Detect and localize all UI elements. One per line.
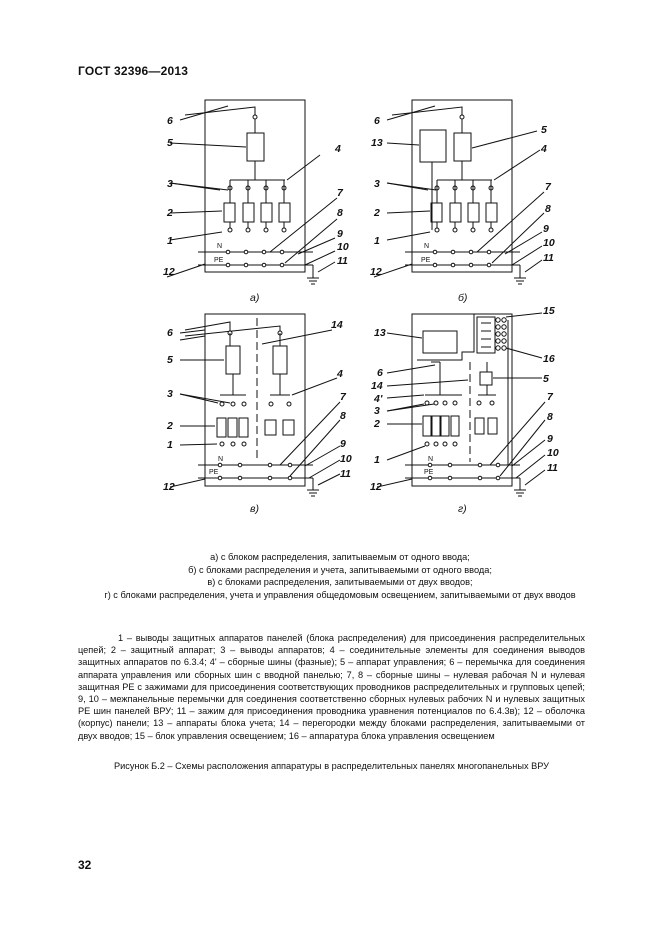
caption-line: а) с блоком распределения, запитываемым от одного ввода; xyxy=(210,552,470,562)
control-device xyxy=(454,133,471,161)
bus-label-pe: PE xyxy=(424,469,434,476)
callout-3: 3 xyxy=(167,178,173,190)
callout-10: 10 xyxy=(547,447,559,459)
callout-10: 10 xyxy=(543,237,555,249)
caption-line: в) с блоками распределения, запитываемыми от двух вводов; xyxy=(207,577,473,588)
callout-1: 1 xyxy=(374,454,380,466)
callout-6: 6 xyxy=(167,115,173,127)
sublabel-a: а) xyxy=(250,292,260,304)
callout-6: 6 xyxy=(167,327,173,339)
callout-1: 1 xyxy=(374,235,380,247)
caption-line: г) с блоками распределения, учета и управления общедомовым освещением, запитываемыми от двух вводов xyxy=(104,589,576,600)
diagram-a xyxy=(167,100,337,284)
callout-5: 5 xyxy=(543,373,549,385)
bus-label-n: N xyxy=(428,456,434,463)
callout-12: 12 xyxy=(163,481,175,493)
callout-12: 12 xyxy=(370,266,382,278)
callout-1: 1 xyxy=(167,439,173,451)
callout-2: 2 xyxy=(374,418,380,430)
callout-9: 9 xyxy=(340,438,346,450)
callout-14: 14 xyxy=(331,319,343,331)
callout-8: 8 xyxy=(547,411,553,423)
metering-device xyxy=(423,331,457,353)
callout-10: 10 xyxy=(337,241,349,253)
caption-line: б) с блоками распределения и учета, запитываемыми от одного ввода; xyxy=(188,564,492,575)
callout-5: 5 xyxy=(541,124,547,136)
callout-3: 3 xyxy=(374,178,380,190)
callout-13: 13 xyxy=(374,327,386,339)
diagram-b xyxy=(374,100,544,284)
bus-label-pe: PE xyxy=(421,257,431,264)
callout-9: 9 xyxy=(337,228,343,240)
bus-label-pe: PE xyxy=(214,257,224,264)
bus-label-n: N xyxy=(424,243,430,250)
sublabel-b: б) xyxy=(458,292,468,304)
page-number: 32 xyxy=(78,858,92,872)
bus-label-n: N xyxy=(217,243,223,250)
sublabel-v: в) xyxy=(250,503,259,515)
diagram-g xyxy=(377,313,545,496)
callout-8: 8 xyxy=(340,410,346,422)
callout-8: 8 xyxy=(545,203,551,215)
sublabel-g: г) xyxy=(458,503,467,515)
control-device xyxy=(480,372,492,385)
callout-2: 2 xyxy=(167,420,173,432)
callout-15: 15 xyxy=(543,305,555,317)
callout-6: 6 xyxy=(377,367,383,379)
control-device xyxy=(247,133,264,161)
bus-label-n: N xyxy=(218,456,224,463)
callout-2: 2 xyxy=(374,207,380,219)
callout-4: 4 xyxy=(335,143,341,155)
callout-7: 7 xyxy=(340,391,346,403)
figure-legend: 1 – выводы защитных аппаратов панелей (блока распределения) для присоединения распределительных цепей; 2 – защитный аппарат; 3 – выводы аппаратов; 4 – соединительные элементы для соединения выводов защитных аппаратов по 6.3.4; 4' – сборные шины (фазные); 5 – аппарат управления; 6 – перемычка для соединения аппарата управления или сборных шин с вводной панелью; 7, 8 – сборные шины – нулевая рабочая N и нулевая защитная PE с зажимами для присоединения соответствующих проводников распределительных и групповых цепей; 9, 10 – межпанельные перемычки для соединения соответственно сборных нулевых рабочих N и нулевых защитных PE шин панелей ВРУ; 11 – зажим для присоединения проводника уравнения потенциалов по 6.4.3в); 12 – оболочка (корпус) панели; 13 – аппараты блока учета; 14 – перегородки между блоками распределения, запитываемыми от двух вводов; 15 – блок управления освещением; 16 – аппаратура блока управления освещением xyxy=(78,633,585,741)
bus-label-pe: PE xyxy=(209,469,219,476)
callout-10: 10 xyxy=(340,453,352,465)
callout-4-prime: 4' xyxy=(374,393,383,405)
callout-3: 3 xyxy=(374,405,380,417)
callout-9: 9 xyxy=(543,223,549,235)
control-device xyxy=(226,346,240,374)
protective-device xyxy=(224,203,235,222)
callout-16: 16 xyxy=(543,353,555,365)
callout-9: 9 xyxy=(547,433,553,445)
callout-11: 11 xyxy=(547,462,558,474)
callout-11: 11 xyxy=(543,252,554,264)
callout-2: 2 xyxy=(167,207,173,219)
document-header: ГОСТ 32396—2013 xyxy=(78,64,189,78)
callout-1: 1 xyxy=(167,235,173,247)
callout-11: 11 xyxy=(337,255,348,267)
callout-6: 6 xyxy=(374,115,380,127)
callout-13: 13 xyxy=(371,137,383,149)
callout-8: 8 xyxy=(337,207,343,219)
callout-7: 7 xyxy=(547,391,553,403)
callout-14: 14 xyxy=(371,380,383,392)
figure-title: Рисунок Б.2 – Схемы расположения аппаратуры в распределительных панелях многопанельных ВРУ xyxy=(113,761,550,771)
callout-7: 7 xyxy=(337,187,343,199)
callout-5: 5 xyxy=(167,137,173,149)
callout-4: 4 xyxy=(337,368,343,380)
callout-12: 12 xyxy=(370,481,382,493)
diagram-v xyxy=(170,314,340,496)
callout-11: 11 xyxy=(340,468,351,480)
callout-3: 3 xyxy=(167,388,173,400)
callout-5: 5 xyxy=(167,354,173,366)
callout-7: 7 xyxy=(545,181,551,193)
callout-12: 12 xyxy=(163,266,175,278)
callout-4: 4 xyxy=(541,143,547,155)
metering-device xyxy=(420,130,446,162)
lighting-control-block xyxy=(477,317,495,353)
figure-caption xyxy=(90,551,590,601)
